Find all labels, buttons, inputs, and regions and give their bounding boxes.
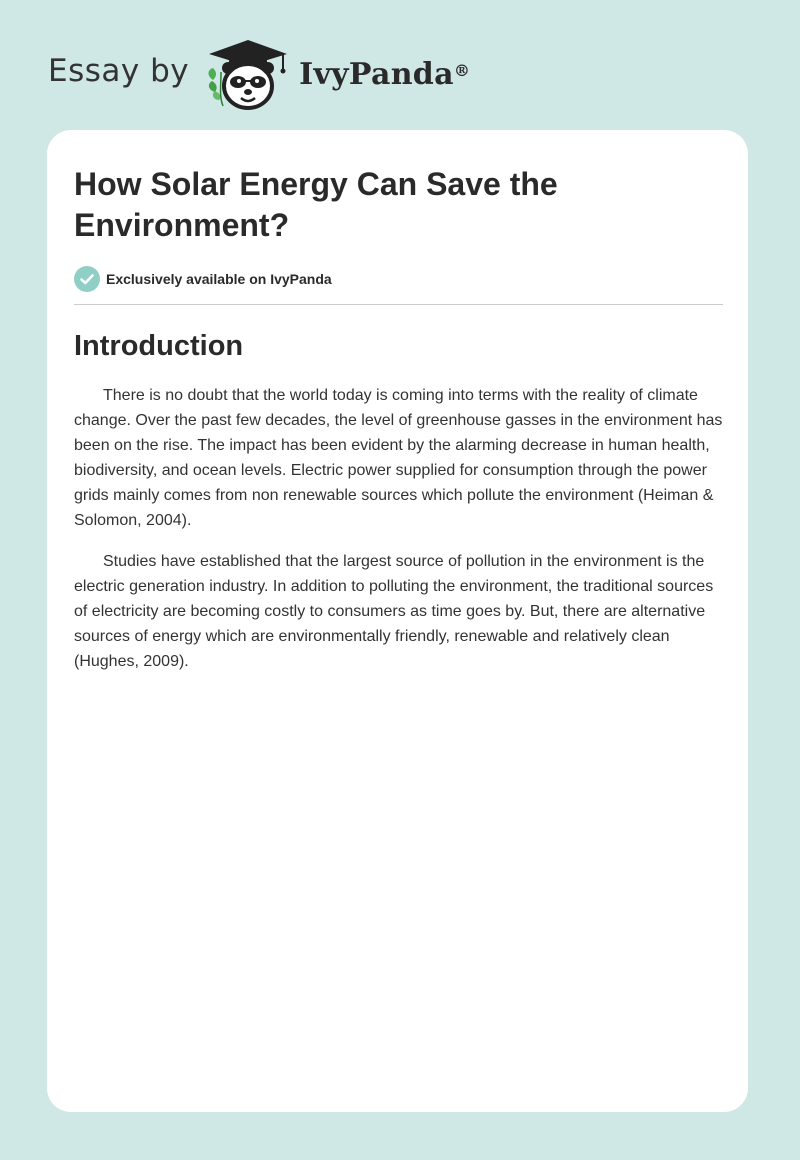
divider xyxy=(74,304,723,305)
brand-name[interactable]: IvyPanda xyxy=(299,56,454,92)
essay-content xyxy=(74,164,723,674)
registered-mark: ® xyxy=(453,60,470,80)
essay-card xyxy=(47,130,748,1112)
essay-by-label: Essay by xyxy=(48,53,190,89)
paragraph: Studies have established that the largest source of pollution in the environment is the electric generation industry. In addition to polluting the environment, the traditional sources of electricity are becoming costly to consumers as time goes by. But, there are alternative sources of energy which are environmentally friendly, renewable and relatively clean (Hughes, 2009). xyxy=(74,553,714,670)
site-header xyxy=(48,34,470,114)
section-heading: Introduction xyxy=(74,330,244,362)
panda-logo-icon[interactable] xyxy=(203,36,293,112)
badge-label: Exclusively available on IvyPanda xyxy=(106,271,332,287)
page-title: How Solar Energy Can Save the Environment? xyxy=(74,166,558,243)
exclusive-badge xyxy=(74,266,723,292)
paragraph: There is no doubt that the world today is coming into terms with the reality of climate change. Over the past few decades, the level of greenhouse gasses in the environment has been on the rise. The impact has been evident by the alarming decrease in human health, biodiversity, and ocean levels. Electric power supplied for consumption through the power grids mainly comes from non renewable sources which pollute the environment (Heiman & Solomon, 2004). xyxy=(74,387,723,529)
check-circle-icon xyxy=(74,266,100,292)
